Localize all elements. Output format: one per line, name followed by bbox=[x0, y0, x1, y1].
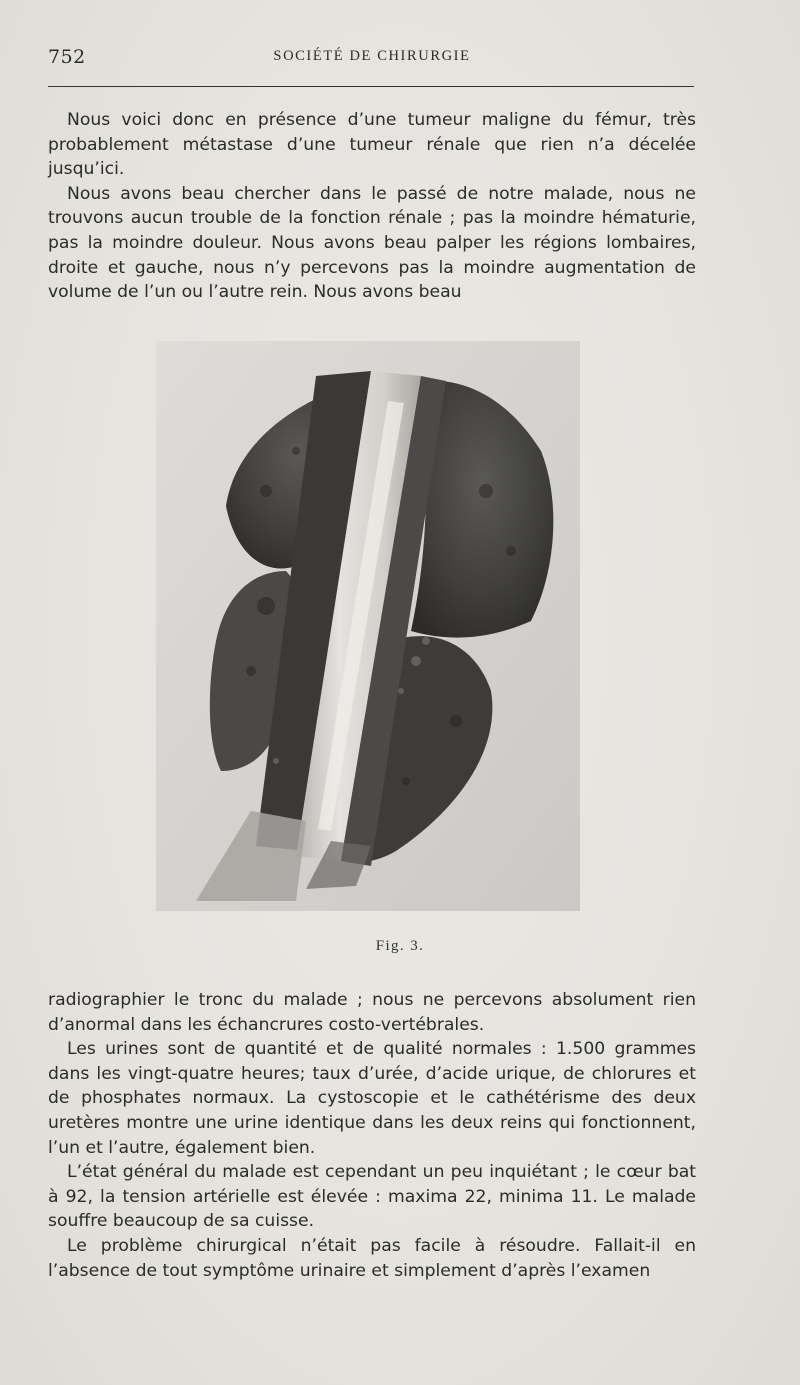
figure-photograph bbox=[156, 341, 580, 911]
paragraph: radiographier le tronc du malade ; nous ne percevons absolument rien d’anormal dans les échancrures costo-vertébrales. bbox=[48, 990, 696, 1035]
paragraph: Le problème chirurgical n’était pas facile à résoudre. Fallait-il en l’absence de tout symptôme urinaire et simplement d’après l’examen bbox=[48, 1235, 696, 1281]
header-rule bbox=[48, 86, 694, 87]
figure-caption: Fig. 3. bbox=[375, 938, 425, 954]
paragraph: Nous voici donc en présence d’une tumeur maligne du fémur, très probablement métastase d’une tumeur rénale que rien n’a décelée jusqu’ici. bbox=[48, 110, 696, 180]
body-text-top bbox=[48, 108, 696, 305]
running-head: SOCIÉTÉ DE CHIRURGIE bbox=[273, 48, 471, 64]
page-number: 752 bbox=[48, 46, 86, 68]
page-header bbox=[48, 44, 696, 72]
body-text-bottom bbox=[48, 988, 696, 1283]
paragraph: L’état général du malade est cependant un peu inquiétant ; le cœur bat à 92, la tension artérielle est élevée : maxima 22, minima 11. Le malade souffre beaucoup de sa cuisse. bbox=[48, 1162, 696, 1232]
paragraph: Nous avons beau chercher dans le passé de notre malade, nous ne trouvons aucun trouble de la fonction rénale ; pas la moindre hématurie, pas la moindre douleur. Nous avons beau palper les régions lombaires, droite et gauche, nous n’y percevons pas la moindre augmentation de volume de l’un ou l’autre rein. Nous avons beau bbox=[48, 183, 696, 303]
paragraph: Les urines sont de quantité et de qualité normales : 1.500 grammes dans les vingt-quatre heures; taux d’urée, d’acide urique, de chlorures et de phosphates normaux. La cystoscopie et le cathétérisme des deux uretères montre une urine identique dans les deux reins qui fonctionnent, l’un et l’autre, également bien. bbox=[48, 1039, 696, 1158]
bone-specimen-photo bbox=[156, 341, 580, 911]
